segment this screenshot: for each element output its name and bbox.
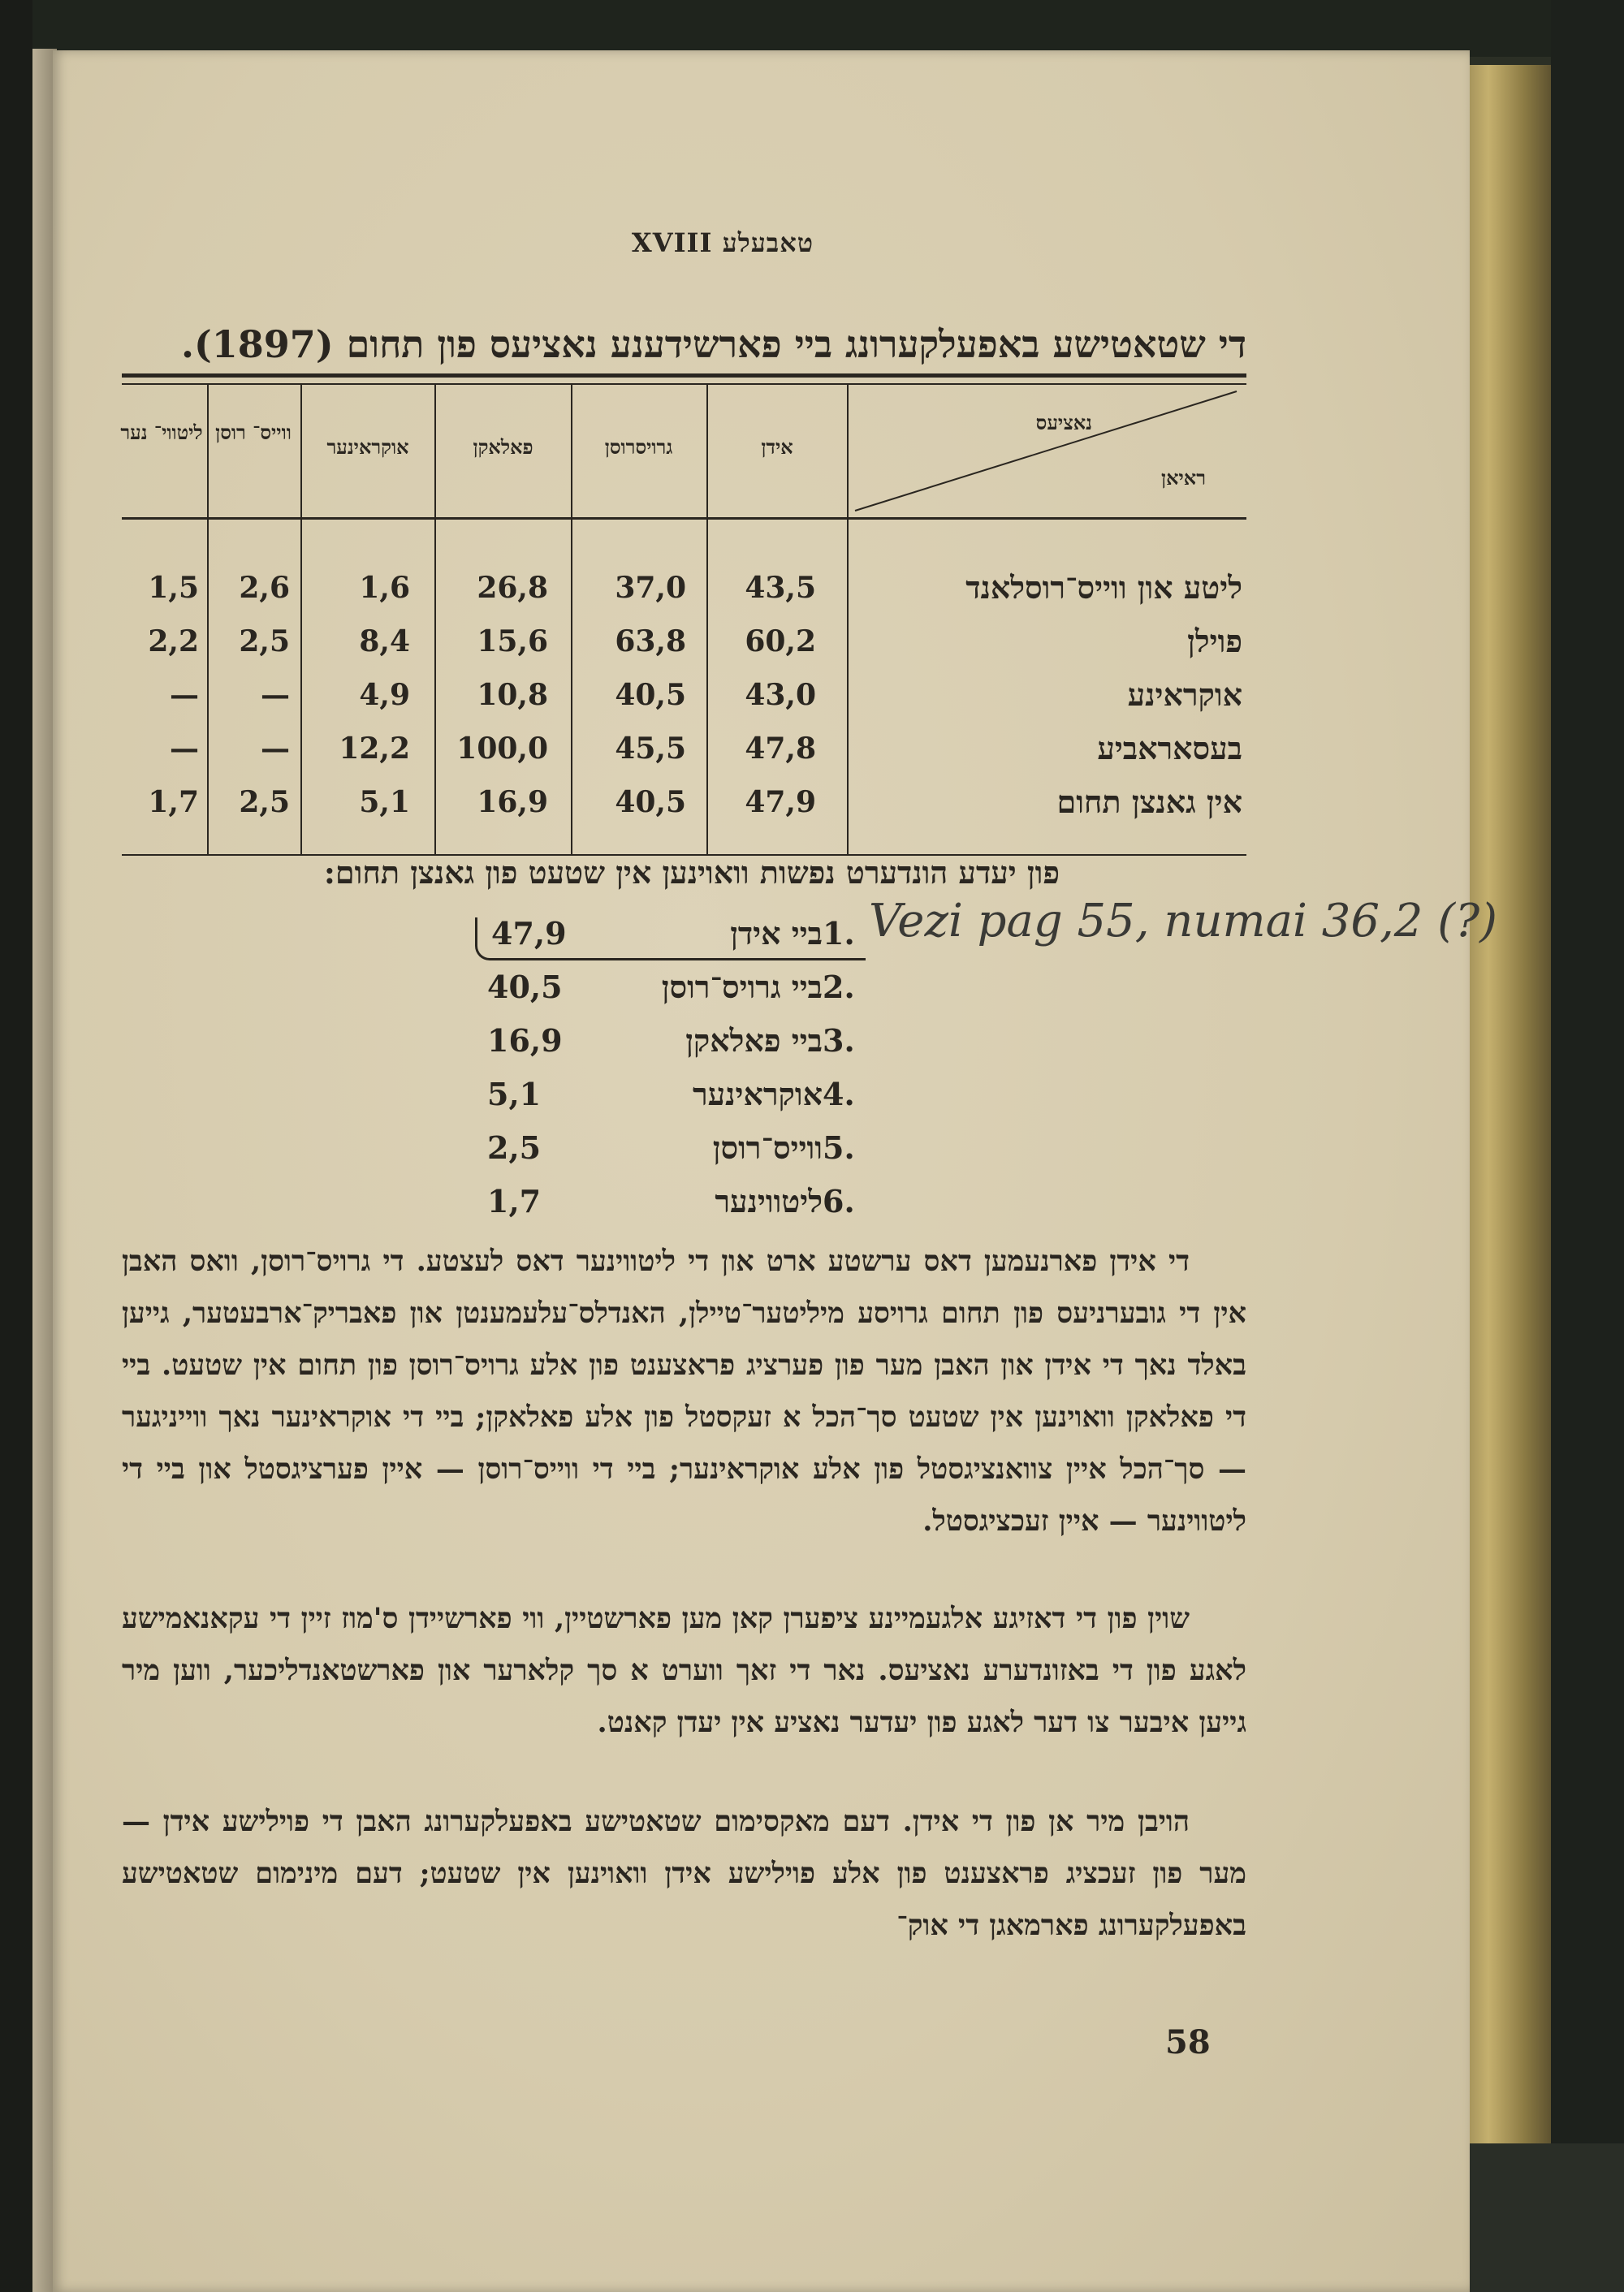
list-heading: פון יעדע הונדערט נפשות וואוינען אין שטעט פון גאנצן תחום: [323, 854, 1060, 891]
ranking-value: 40,5 [487, 969, 563, 1005]
ranking-label: אוקראינער [692, 1076, 823, 1112]
ranking-value: 2,5 [487, 1129, 542, 1166]
handwritten-note: Vezi pag 55, numai 36,2 (?) [869, 895, 1497, 947]
ranking-value: 16,9 [487, 1022, 563, 1059]
photo-backdrop-right [1551, 0, 1624, 2292]
column-separator [706, 385, 708, 854]
column-header-jews: אידן [761, 435, 793, 459]
table-cell: 1,6 [359, 571, 410, 605]
ranking-value: 5,1 [487, 1076, 542, 1112]
table-cell: 45,5 [615, 732, 686, 766]
table-cell: 26,8 [477, 571, 548, 605]
row-label: ליטע און ווייס־רוסלאנד [965, 569, 1242, 606]
page-edges-gilt [1462, 65, 1551, 2160]
book-page [53, 50, 1497, 2292]
table-cell: 15,6 [477, 624, 548, 658]
ranking-label: ביי פאלאקן [685, 1022, 823, 1059]
running-head: טאבעלע XVIII [631, 227, 814, 258]
column-header-ukrainians: אוקראינער [326, 435, 409, 459]
table-cell: 37,0 [615, 571, 686, 605]
photo-backdrop [0, 0, 1624, 57]
page-number: 58 [1165, 2023, 1211, 2061]
table-cell: 2,6 [239, 571, 290, 605]
table-rule-header [122, 517, 1246, 520]
table-cell: — [261, 732, 290, 766]
column-header-poles: פאלאקן [473, 435, 533, 459]
table-cell: 40,5 [615, 678, 686, 712]
table-cell: 10,8 [477, 678, 548, 712]
table-cell: — [170, 678, 199, 712]
row-label: אוקראינע [1127, 676, 1242, 713]
body-paragraph: שוין פון די דאזיגע אלגעמיינע ציפערן קאן מען פארשטיין, ווי פארשיידן ס'מוז זיין די עקאנאמישע לאגע פון די באזונדערע נאציעס. נאר די זאך ווערט א סך קלארער און פארשטאנדליכער, ווען מיר גייען איבער צו דער לאגע פון יעדער נאציע אין יעדן קאנט. [122, 1602, 1246, 1739]
table-cell: 40,5 [615, 785, 686, 819]
table-cell: — [261, 678, 290, 712]
row-label: פוילן [1187, 623, 1242, 659]
table-cell: 12,2 [339, 732, 410, 766]
table-cell: 100,0 [456, 732, 548, 766]
column-header-white-russians: ווייס־ רוסן [215, 421, 292, 444]
ranking-number: 3. [823, 1022, 855, 1059]
table-cell: 47,9 [745, 785, 816, 819]
table-rule-top [122, 373, 1246, 378]
ranking-number: 6. [823, 1183, 855, 1219]
book-cover-corner [1453, 2143, 1624, 2292]
table-cell: 43,0 [745, 678, 816, 712]
ranking-label: ביי גרויס־רוסן [661, 969, 823, 1005]
body-paragraph: הויבן מיר אן פון די אידן. דעם מאקסימום שטאטישע באפעלקערונג האבן די פוילישע אידן — מער פון זעכציג פראצענט פון אלע פוילישע אידן וואוינען אין שטעט; דעם מינימום שטאטישע באפעלקערונג פארמאגן די אוק־ [122, 1805, 1246, 1942]
ranking-number: 1. [823, 915, 855, 952]
table-cell: 1,5 [148, 571, 199, 605]
table-cell: 8,4 [359, 624, 410, 658]
table-cell: 47,8 [745, 732, 816, 766]
row-label: אין גאנצן תחום [1056, 783, 1242, 820]
row-label: בעסאראביע [1097, 730, 1242, 766]
table-cell: 1,7 [148, 785, 199, 819]
ranking-number: 5. [823, 1129, 855, 1166]
handwritten-bracket [475, 917, 866, 960]
corner-header-nations: נאציעס [1035, 411, 1092, 434]
table-cell: 60,2 [745, 624, 816, 658]
table-title: די שטאטישע באפעלקערונג ביי פארשידענע נאציעס פון תחום (1897). [181, 322, 1246, 366]
corner-header-region: ראיאן [1160, 466, 1206, 490]
table-cell: 4,9 [359, 678, 410, 712]
ranking-label: ליטווינער [715, 1183, 823, 1219]
table-cell: 63,8 [615, 624, 686, 658]
ranking-label: ביי אידן [730, 915, 823, 952]
ranking-value: 47,9 [491, 915, 567, 952]
ranking-number: 2. [823, 969, 855, 1005]
ranking-value: 1,7 [487, 1183, 542, 1219]
table-cell: 2,5 [239, 624, 290, 658]
corner-diagonal [847, 385, 1246, 517]
column-header-lithuanians: ליטווי־ נער [120, 421, 203, 444]
column-header-great-russians: גרויסרוסן [604, 435, 673, 459]
column-separator [207, 385, 209, 854]
table-cell: 2,2 [148, 624, 199, 658]
column-separator [434, 385, 436, 854]
table-cell: 2,5 [239, 785, 290, 819]
body-paragraph: די אידן פארנעמען דאס ערשטע ארט און די ליטווינער דאס לעצטע. די גרויס־רוסן, וואס האבן אין די גובערניעס פון תחום גרויסע מיליטער־טיילן, האנדלס־עלעמענטן און פאבריק־ארבעטער, גייען באלד נאך די אידן און האבן מער פון פערציג פראצענט פון אלע גרויס־רוסן פון תחום אין שטעט. ביי די פאלאקן וואוינען אין שטעט סך־הכל א זעקסטל פון אלע פאלאקן; ביי די אוקראינער נאך ווייניגער — סך־הכל איין צוואנציגסטל פון אלע אוקראינער; ביי די ווייס־רוסן — איין פערציגסטל און ביי די ליטווינער — איין זעכציגסטל. [122, 1245, 1246, 1538]
ranking-number: 4. [823, 1076, 855, 1112]
table-cell: — [170, 732, 199, 766]
table-cell: 16,9 [477, 785, 548, 819]
table-cell: 43,5 [745, 571, 816, 605]
photo-backdrop-left [0, 0, 32, 2292]
table-cell: 5,1 [359, 785, 410, 819]
ranking-label: ווייס־רוסן [712, 1129, 823, 1166]
